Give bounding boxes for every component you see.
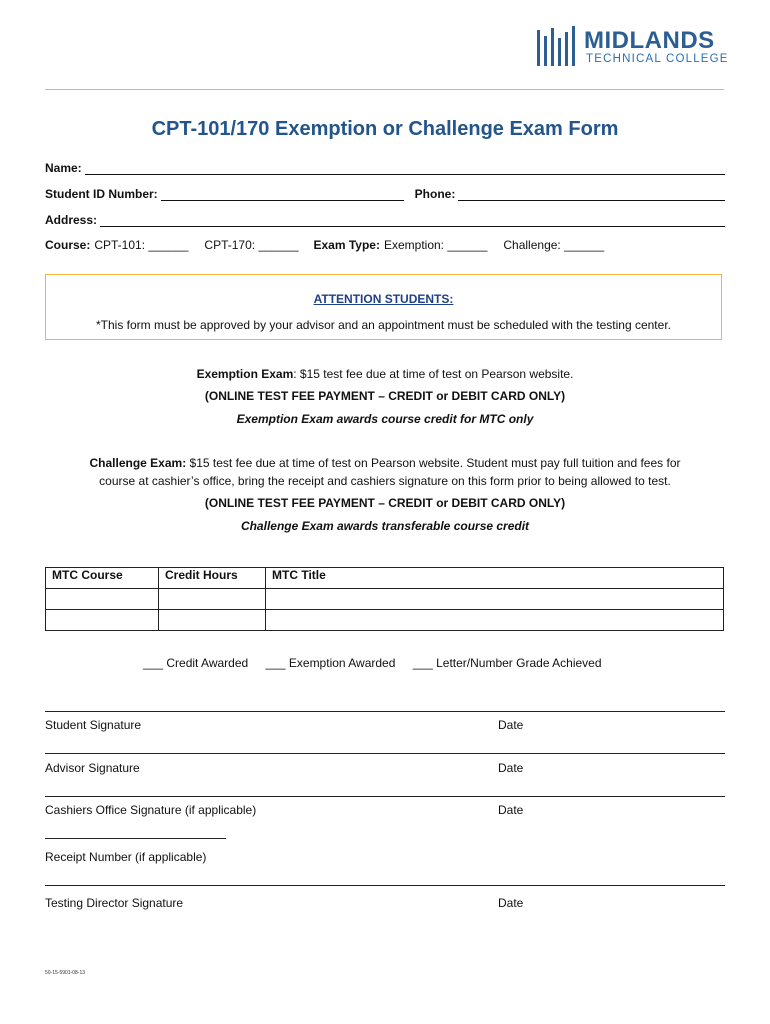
student-signature-label: Student Signature xyxy=(45,718,142,732)
student-id-field[interactable] xyxy=(161,188,404,201)
table-header-row xyxy=(46,568,724,589)
director-signature-line[interactable] xyxy=(45,885,725,886)
student-id-label: Student ID Number: xyxy=(45,187,158,201)
exemption-awarded-option[interactable]: ___ Exemption Awarded xyxy=(265,656,396,670)
director-date-label: Date xyxy=(498,896,524,910)
award-options xyxy=(143,656,616,670)
college-logo xyxy=(534,26,734,70)
exam-type-exemption[interactable]: Exemption: ______ xyxy=(383,238,488,252)
cashier-signature-label: Cashiers Office Signature (if applicable) xyxy=(45,803,257,817)
challenge-payment: (ONLINE TEST FEE PAYMENT – CREDIT or DEBIT CARD ONLY) xyxy=(204,496,566,510)
header-credit-hours: Credit Hours xyxy=(159,568,266,589)
logo-bars-icon xyxy=(534,26,578,70)
exemption-label: Exemption Exam xyxy=(196,367,294,381)
advisor-signature-line[interactable] xyxy=(45,753,725,754)
course-option-cpt101[interactable]: CPT-101: ______ xyxy=(94,238,189,252)
challenge-text-line1: $15 test fee due at time of test on Pearson website. Student must pay full tuition and fees for xyxy=(186,456,681,470)
name-field[interactable] xyxy=(85,162,725,175)
student-id-row xyxy=(45,187,725,201)
cashier-date-label: Date xyxy=(498,803,524,817)
name-label: Name: xyxy=(45,161,82,175)
name-row xyxy=(45,161,725,175)
exemption-text: : $15 test fee due at time of test on Pearson website. xyxy=(293,367,574,381)
address-row xyxy=(45,213,725,227)
credit-awarded-option[interactable]: ___ Credit Awarded xyxy=(143,656,249,670)
course-row xyxy=(45,238,725,252)
exemption-description xyxy=(45,367,725,381)
course-table xyxy=(45,567,724,631)
table-cell[interactable] xyxy=(266,589,724,610)
challenge-label: Challenge Exam: xyxy=(89,456,187,470)
course-label: Course: xyxy=(45,238,91,252)
attention-text: *This form must be approved by your advisor and an appointment must be scheduled with the testing center. xyxy=(96,318,671,332)
student-date-label: Date xyxy=(498,718,524,732)
table-cell[interactable] xyxy=(266,610,724,631)
table-cell[interactable] xyxy=(159,589,266,610)
table-cell[interactable] xyxy=(46,610,159,631)
exemption-award: Exemption Exam awards course credit for MTC only xyxy=(236,412,534,426)
logo-subtitle: TECHNICAL COLLEGE xyxy=(586,53,729,65)
logo-name: MIDLANDS xyxy=(584,27,715,54)
address-label: Address: xyxy=(45,213,98,227)
table-cell[interactable] xyxy=(46,589,159,610)
header-divider xyxy=(45,89,724,90)
challenge-description xyxy=(45,456,725,470)
advisor-date-label: Date xyxy=(498,761,524,775)
address-field[interactable] xyxy=(100,214,725,227)
challenge-award: Challenge Exam awards transferable course credit xyxy=(240,519,530,533)
student-signature-line[interactable] xyxy=(45,711,725,712)
challenge-text-line2: course at cashier’s office, bring the receipt and cashiers signature on this form prior to being allowed to test. xyxy=(99,474,671,488)
table-row xyxy=(46,589,724,610)
phone-label: Phone: xyxy=(414,187,456,201)
attention-box xyxy=(45,274,722,340)
receipt-number-line[interactable] xyxy=(45,838,226,839)
attention-heading: ATTENTION STUDENTS: xyxy=(313,292,454,306)
exam-type-challenge[interactable]: Challenge: ______ xyxy=(503,238,605,252)
exemption-payment: (ONLINE TEST FEE PAYMENT – CREDIT or DEBIT CARD ONLY) xyxy=(204,389,566,403)
table-cell[interactable] xyxy=(159,610,266,631)
header-mtc-course: MTC Course xyxy=(46,568,159,589)
course-option-cpt170[interactable]: CPT-170: ______ xyxy=(204,238,299,252)
receipt-number-label: Receipt Number (if applicable) xyxy=(45,850,207,864)
page-title: CPT-101/170 Exemption or Challenge Exam Form xyxy=(151,118,619,140)
exam-type-label: Exam Type: xyxy=(313,238,380,252)
table-row xyxy=(46,610,724,631)
header-mtc-title: MTC Title xyxy=(266,568,724,589)
grade-achieved-option[interactable]: ___ Letter/Number Grade Achieved xyxy=(412,656,602,670)
phone-field[interactable] xyxy=(458,188,725,201)
form-code: 50-15-5901-08-13 xyxy=(45,970,86,976)
director-signature-label: Testing Director Signature xyxy=(45,896,184,910)
advisor-signature-label: Advisor Signature xyxy=(45,761,140,775)
cashier-signature-line[interactable] xyxy=(45,796,725,797)
